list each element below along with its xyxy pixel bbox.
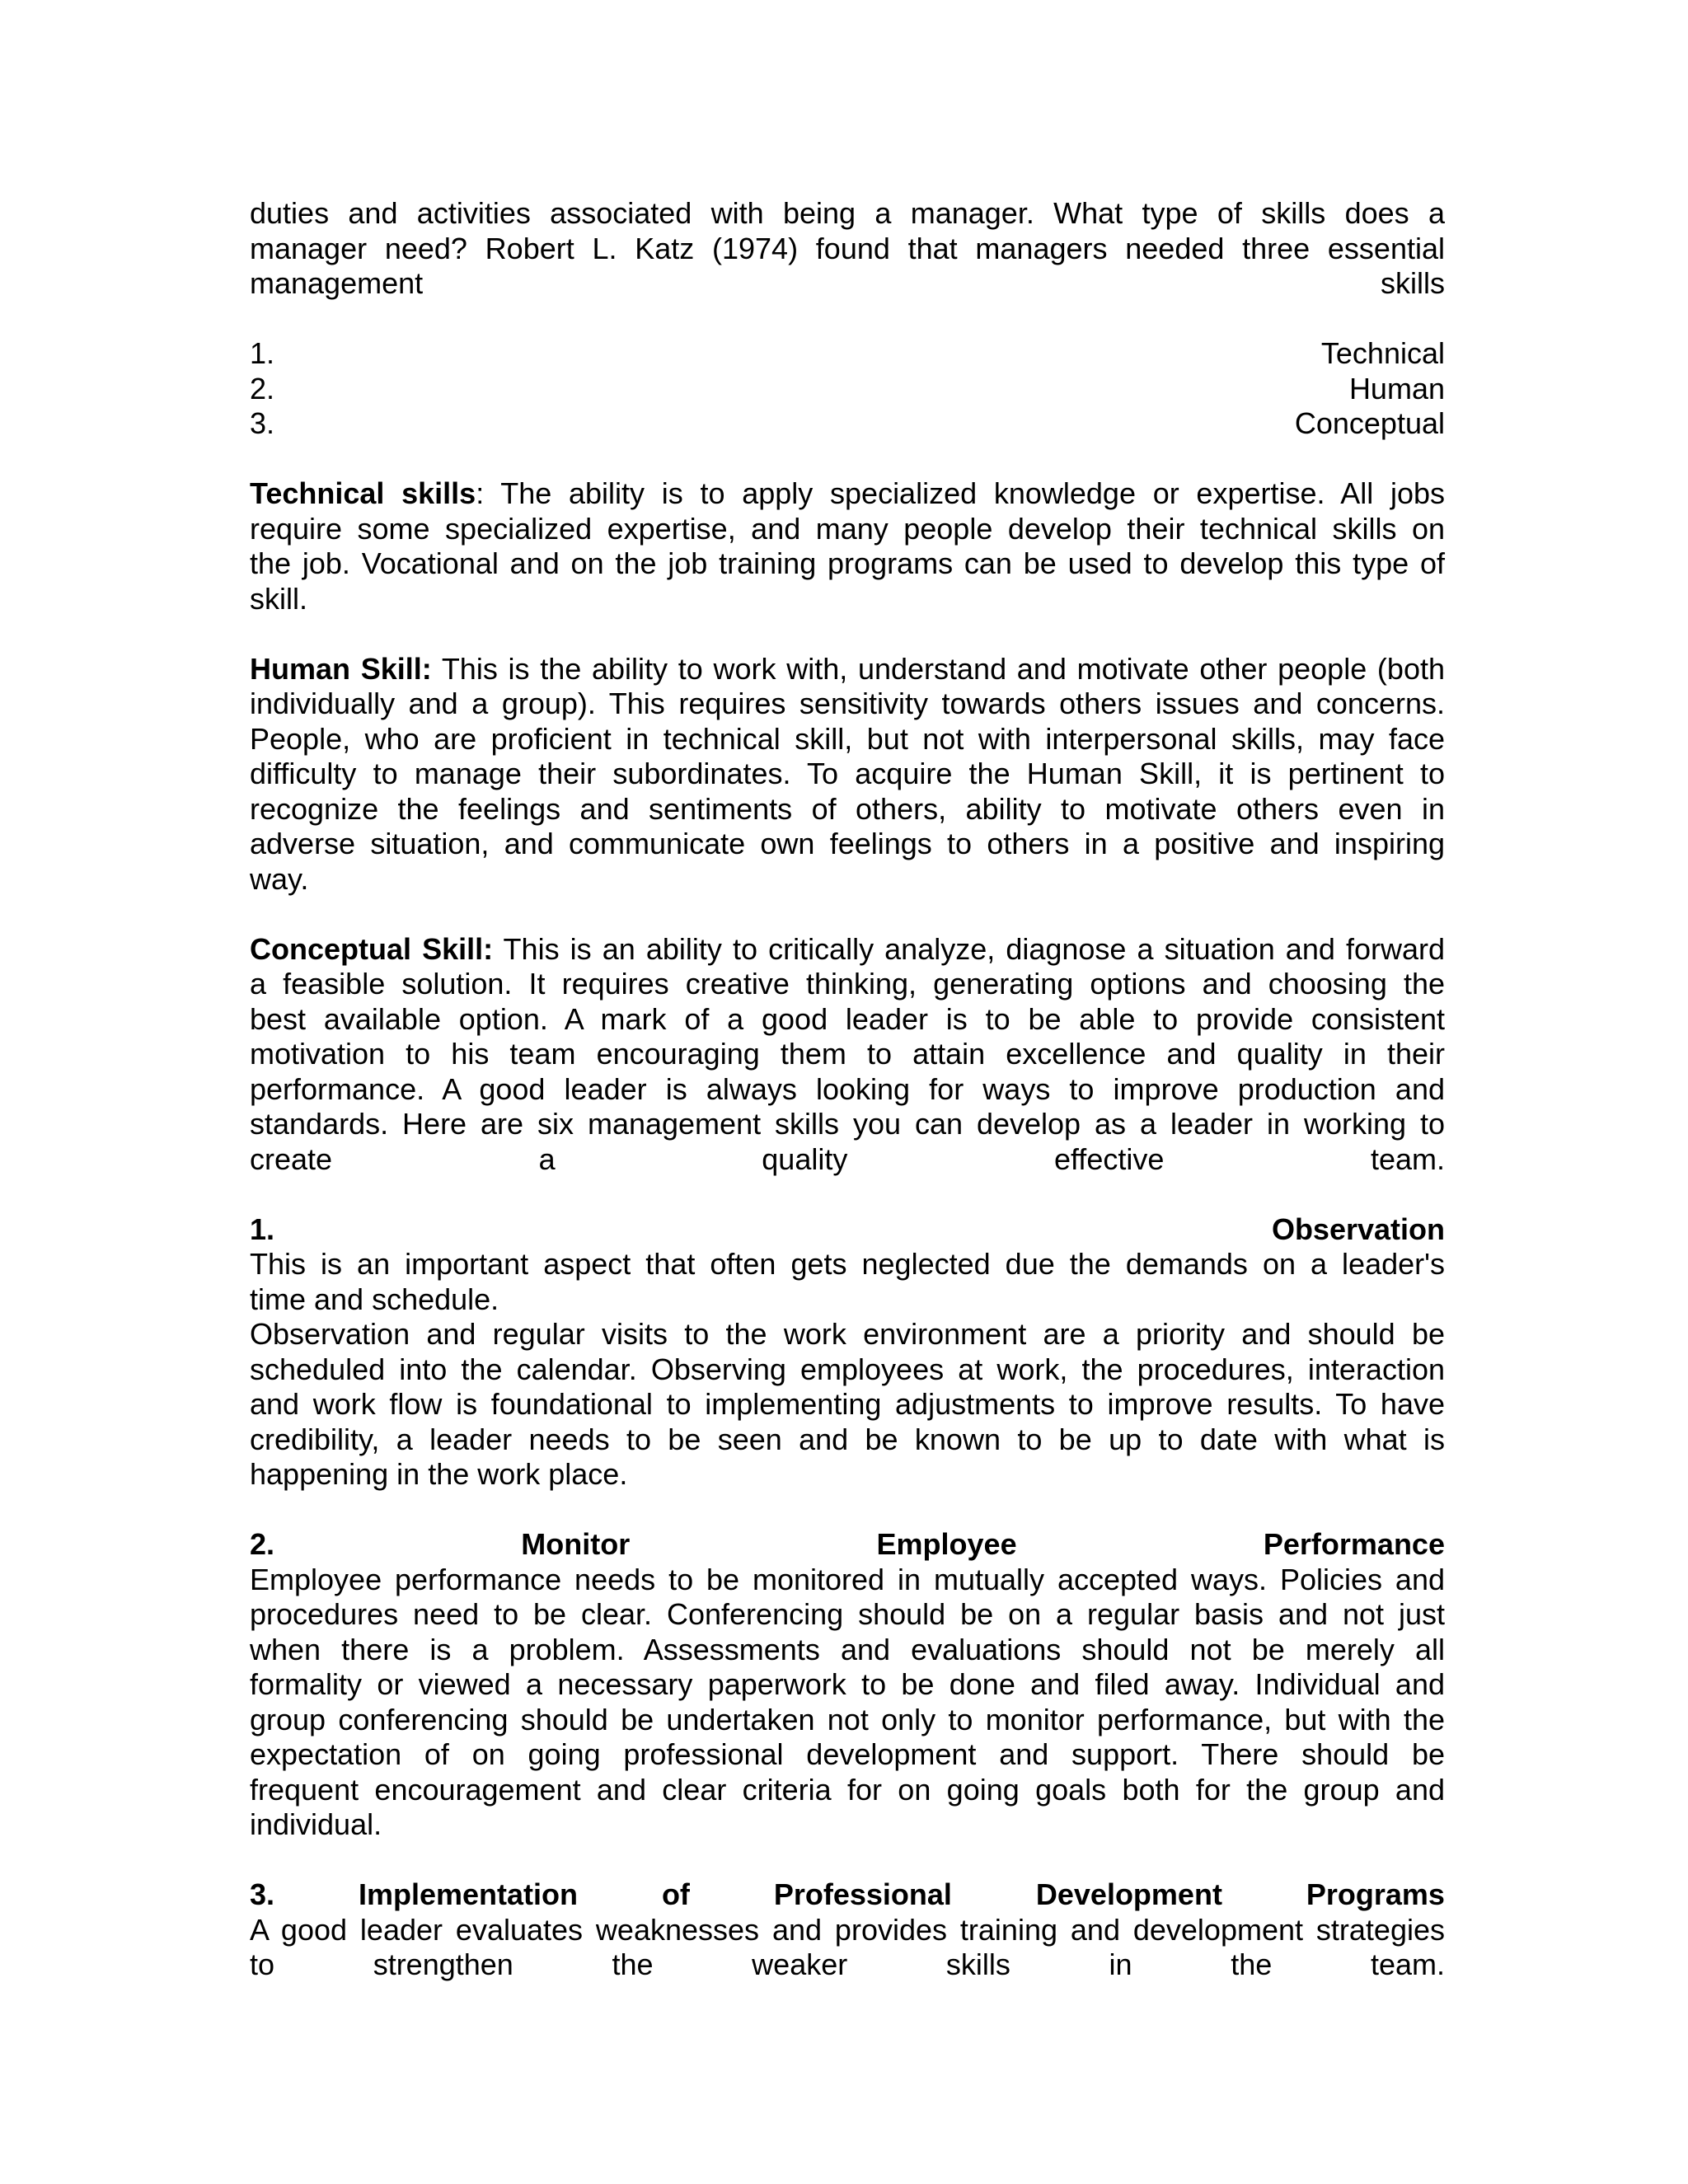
- word: Performance: [1263, 1527, 1445, 1561]
- human-line-2: individually and a group). This requires sensitivity towards others issues and concerns.: [250, 687, 1445, 720]
- implementation-heading: [250, 1877, 1445, 1913]
- conceptual-line-1: This is an ability to critically analyze, diagnose a situation and forward: [493, 931, 1445, 966]
- word: Programs: [1306, 1877, 1445, 1911]
- conceptual-line-7: [250, 1142, 1445, 1178]
- list-item: [250, 336, 1445, 372]
- list-item: [250, 372, 1445, 407]
- technical-skills-paragraph: [250, 476, 1445, 616]
- monitor-heading: [250, 1527, 1445, 1563]
- skills-list: [250, 336, 1445, 442]
- monitor-line-8: individual.: [250, 1807, 382, 1841]
- technical-line-2: require some specialized expertise, and many people develop their technical skills on: [250, 511, 1445, 546]
- word: Development: [1035, 1877, 1222, 1911]
- word: quality: [762, 1141, 848, 1176]
- list-number: 1.: [250, 336, 275, 370]
- human-skill-paragraph: [250, 652, 1445, 898]
- text-line: [250, 932, 1445, 968]
- list-label: Conceptual: [1294, 406, 1445, 440]
- text-line: [250, 476, 1445, 512]
- word: in: [1109, 1947, 1132, 1981]
- conceptual-line-2: a feasible solution. It requires creative thinking, generating options and choosing the: [250, 967, 1445, 1001]
- observation-line-7: happening in the work place.: [250, 1457, 628, 1491]
- monitor-line-6: expectation of on going professional development and support. There should be: [250, 1737, 1445, 1771]
- list-number: 2.: [250, 371, 275, 405]
- list-item: [250, 406, 1445, 442]
- conceptual-line-5: performance. A good leader is always looking for ways to improve production and: [250, 1071, 1445, 1106]
- text-line: [250, 232, 1445, 267]
- implementation-line-1: A good leader evaluates weaknesses and provides training and development strategies: [250, 1912, 1445, 1947]
- word: team.: [1370, 1947, 1445, 1981]
- word: a: [538, 1141, 556, 1176]
- word: Employee: [876, 1527, 1017, 1561]
- implementation-line-2: [250, 1947, 1445, 1983]
- word: of: [661, 1877, 690, 1911]
- human-line-6: adverse situation, and communicate own feelings to others in a positive and inspiring: [250, 827, 1445, 860]
- human-line-1: This is the ability to work with, understand and motivate other people (both: [431, 651, 1445, 686]
- observation-heading: [250, 1212, 1445, 1248]
- word: team.: [1370, 1141, 1445, 1176]
- intro-line-1: duties and activities associated with being a manager. What type of skills does a: [250, 196, 1445, 230]
- word: Monitor: [521, 1527, 631, 1561]
- conceptual-line-3: best available option. A mark of a good leader is to be able to provide consistent: [250, 1001, 1445, 1036]
- text-line: [250, 266, 1445, 302]
- observation-line-1: This is an important aspect that often gets neglected due the demands on a leader's: [250, 1247, 1445, 1281]
- word: Professional: [773, 1877, 952, 1911]
- text-line: [250, 196, 1445, 232]
- observation-line-2: time and schedule.: [250, 1282, 499, 1316]
- technical-skills-heading: Technical skills: [250, 476, 476, 510]
- document-content: [250, 196, 1445, 1983]
- implementation-section: [250, 1877, 1445, 1983]
- word: Implementation: [358, 1877, 578, 1911]
- observation-line-3: Observation and regular visits to the work environment are a priority and should be: [250, 1317, 1445, 1351]
- human-line-3: People, who are proficient in technical skill, but not with interpersonal skills, may face: [250, 721, 1445, 756]
- intro-line-2: manager need? Robert L. Katz (1974) found that managers needed three essential: [250, 231, 1445, 265]
- list-label: Human: [1348, 371, 1445, 405]
- technical-line-4: skill.: [250, 581, 307, 616]
- section-number: 3.: [250, 1877, 275, 1911]
- word: strengthen: [373, 1947, 513, 1981]
- section-number: 2.: [250, 1527, 275, 1561]
- human-line-5: recognize the feelings and sentiments of others, ability to motivate others even in: [250, 791, 1445, 826]
- monitor-line-3: when there is a problem. Assessments and evaluations should not be merely all: [250, 1632, 1445, 1666]
- word: skills: [945, 1947, 1010, 1981]
- word: weaker: [752, 1947, 848, 1981]
- word: the: [1231, 1947, 1273, 1981]
- monitor-line-4: formality or viewed a necessary paperwork to be done and filed away. Individual and: [250, 1667, 1445, 1701]
- section-number: 1.: [250, 1212, 275, 1246]
- text-line: [250, 652, 1445, 687]
- conceptual-skill-heading: Conceptual Skill:: [250, 931, 494, 966]
- word: to: [250, 1947, 275, 1981]
- list-number: 3.: [250, 406, 275, 440]
- list-label: Technical: [1320, 336, 1445, 370]
- intro-line-3-left: management: [250, 266, 424, 300]
- observation-line-5: and work flow is foundational to implementing adjustments to improve results. To have: [250, 1387, 1445, 1421]
- technical-line-3: the job. Vocational and on the job training programs can be used to develop this type of: [250, 546, 1445, 580]
- conceptual-line-4: motivation to his team encouraging them to attain excellence and quality in their: [250, 1037, 1445, 1071]
- monitor-section: [250, 1527, 1445, 1843]
- human-line-4: difficulty to manage their subordinates. To acquire the Human Skill, it is pertinent to: [250, 757, 1445, 790]
- observation-line-6: credibility, a leader needs to be seen and be known to be up to date with what is: [250, 1422, 1445, 1456]
- observation-line-4: scheduled into the calendar. Observing employees at work, the procedures, interaction: [250, 1352, 1445, 1386]
- word: effective: [1053, 1141, 1165, 1176]
- word: the: [612, 1947, 654, 1981]
- technical-line-1: : The ability is to apply specialized knowledge or expertise. All jobs: [476, 476, 1445, 510]
- monitor-line-1: Employee performance needs to be monitored in mutually accepted ways. Policies and: [250, 1562, 1445, 1596]
- section-title: Observation: [1271, 1212, 1445, 1246]
- conceptual-skill-paragraph: [250, 932, 1445, 1178]
- human-line-7: way.: [250, 861, 309, 896]
- intro-line-3-right: skills: [1381, 266, 1445, 300]
- observation-section: [250, 1212, 1445, 1493]
- word: create: [250, 1141, 333, 1176]
- human-skill-heading: Human Skill:: [250, 651, 432, 686]
- monitor-line-7: frequent encouragement and clear criteria for on going goals both for the group and: [250, 1772, 1445, 1807]
- monitor-line-2: procedures need to be clear. Conferencing should be on a regular basis and not just: [250, 1597, 1445, 1631]
- intro-paragraph: [250, 196, 1445, 302]
- monitor-line-5: group conferencing should be undertaken not only to monitor performance, but with the: [250, 1702, 1445, 1736]
- conceptual-line-6: standards. Here are six management skills you can develop as a leader in working to: [250, 1107, 1445, 1141]
